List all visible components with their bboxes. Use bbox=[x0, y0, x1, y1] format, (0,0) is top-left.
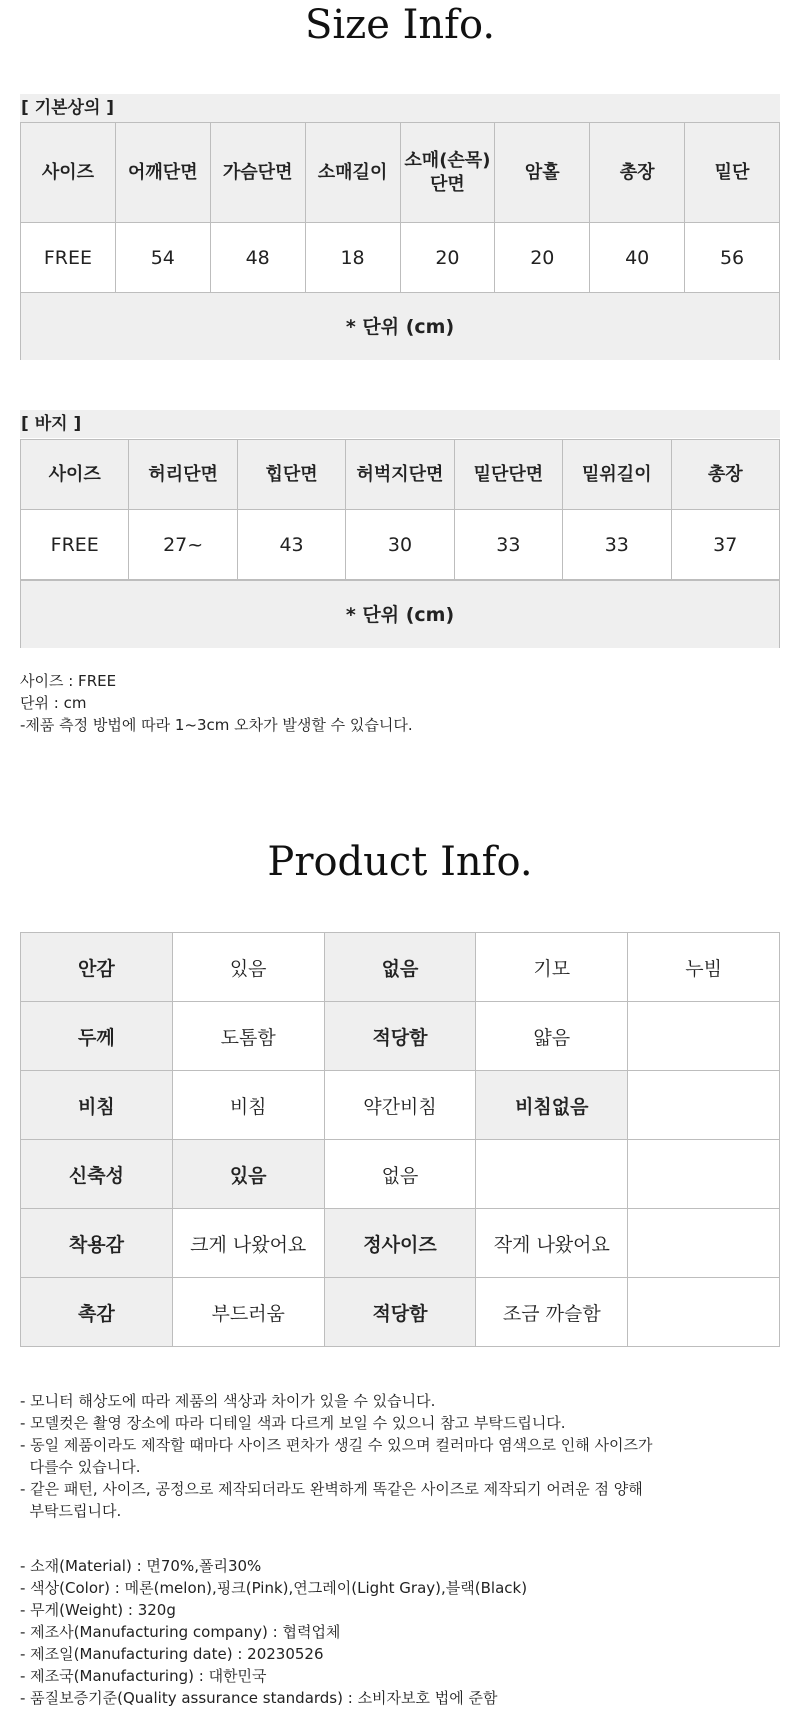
column-header: 암홀 bbox=[495, 123, 590, 223]
option-cell: 기모 bbox=[476, 933, 628, 1002]
option-cell: 작게 나왔어요 bbox=[476, 1209, 628, 1278]
table-row bbox=[21, 223, 780, 293]
unit-bar: * 단위 (cm) bbox=[20, 292, 780, 360]
column-header: 소매길이 bbox=[305, 123, 400, 223]
table-cell: 40 bbox=[590, 223, 685, 293]
note-line: -제품 측정 방법에 따라 1~3cm 오차가 발생할 수 있습니다. bbox=[20, 716, 413, 734]
column-header: 사이즈 bbox=[21, 440, 129, 510]
column-header: 가슴단면 bbox=[210, 123, 305, 223]
table-row bbox=[21, 1002, 780, 1071]
column-header: 힙단면 bbox=[237, 440, 345, 510]
table-row bbox=[21, 510, 780, 580]
option-cell bbox=[628, 1140, 780, 1209]
column-header: 밑단 bbox=[685, 123, 780, 223]
option-cell: 약간비침 bbox=[324, 1071, 476, 1140]
row-header: 촉감 bbox=[21, 1278, 173, 1347]
spec-line: - 품질보증기준(Quality assurance standards) : 소비자보호 법에 준함 bbox=[20, 1689, 498, 1707]
selected-option-cell: 비침없음 bbox=[476, 1071, 628, 1140]
table-cell: 56 bbox=[685, 223, 780, 293]
size-notes bbox=[20, 670, 413, 736]
option-cell bbox=[628, 1209, 780, 1278]
option-cell: 크게 나왔어요 bbox=[172, 1209, 324, 1278]
row-header: 신축성 bbox=[21, 1140, 173, 1209]
column-header: 허벅지단면 bbox=[346, 440, 454, 510]
option-cell: 얇음 bbox=[476, 1002, 628, 1071]
spec-line: - 소재(Material) : 면70%,폴리30% bbox=[20, 1557, 262, 1575]
row-header: 안감 bbox=[21, 933, 173, 1002]
table-cell: FREE bbox=[21, 223, 116, 293]
table-cell: 37 bbox=[671, 510, 779, 580]
table-cell: 48 bbox=[210, 223, 305, 293]
option-cell bbox=[628, 1278, 780, 1347]
table-cell: 54 bbox=[115, 223, 210, 293]
option-cell bbox=[628, 1002, 780, 1071]
header-row bbox=[21, 123, 780, 223]
product-notes bbox=[20, 1390, 653, 1522]
option-cell: 있음 bbox=[172, 933, 324, 1002]
unit-bar: * 단위 (cm) bbox=[20, 580, 780, 648]
pants-size-table bbox=[20, 439, 780, 580]
column-header: 밑단단면 bbox=[454, 440, 562, 510]
column-header: 밑위길이 bbox=[563, 440, 671, 510]
product-info-table bbox=[20, 932, 780, 1347]
table-row bbox=[21, 933, 780, 1002]
table-cell: 18 bbox=[305, 223, 400, 293]
pants-table-label: [ 바지 ] bbox=[20, 410, 780, 438]
note-line: - 모델컷은 촬영 장소에 따라 디테일 색과 다르게 보일 수 있으니 참고 부탁드립니다. bbox=[20, 1414, 566, 1432]
spec-line: - 제조사(Manufacturing company) : 협력업체 bbox=[20, 1623, 341, 1641]
table-cell: 20 bbox=[400, 223, 495, 293]
row-header: 두께 bbox=[21, 1002, 173, 1071]
table-cell: 33 bbox=[563, 510, 671, 580]
selected-option-cell: 없음 bbox=[324, 933, 476, 1002]
row-header: 착용감 bbox=[21, 1209, 173, 1278]
table-cell: FREE bbox=[21, 510, 129, 580]
spec-line: - 제조일(Manufacturing date) : 20230526 bbox=[20, 1645, 324, 1663]
product-specs bbox=[20, 1555, 527, 1709]
spec-line: - 색상(Color) : 메론(melon),핑크(Pink),연그레이(Light Gray),블랙(Black) bbox=[20, 1579, 528, 1597]
table-row bbox=[21, 1071, 780, 1140]
spec-line: - 제조국(Manufacturing) : 대한민국 bbox=[20, 1667, 267, 1685]
note-line: - 모니터 해상도에 따라 제품의 색상과 차이가 있을 수 있습니다. bbox=[20, 1392, 436, 1410]
option-cell bbox=[628, 1071, 780, 1140]
row-header: 비침 bbox=[21, 1071, 173, 1140]
selected-option-cell: 적당함 bbox=[324, 1278, 476, 1347]
column-header: 소매(손목) 단면 bbox=[400, 123, 495, 223]
selected-option-cell: 정사이즈 bbox=[324, 1209, 476, 1278]
note-line: - 동일 제품이라도 제작할 때마다 사이즈 편차가 생길 수 있으며 컬러마다 염색으로 인해 사이즈가 다를수 있습니다. bbox=[20, 1436, 653, 1476]
option-cell: 조금 까슬함 bbox=[476, 1278, 628, 1347]
column-header: 허리단면 bbox=[129, 440, 237, 510]
top-size-table bbox=[20, 122, 780, 293]
column-header: 총장 bbox=[671, 440, 779, 510]
option-cell: 누빔 bbox=[628, 933, 780, 1002]
note-line: - 같은 패턴, 사이즈, 공정으로 제작되더라도 완벽하게 똑같은 사이즈로 제작되기 어려운 점 양해 부탁드립니다. bbox=[20, 1480, 643, 1520]
selected-option-cell: 적당함 bbox=[324, 1002, 476, 1071]
product-info-title: Product Info. bbox=[267, 839, 533, 885]
header-row bbox=[21, 440, 780, 510]
column-header: 사이즈 bbox=[21, 123, 116, 223]
option-cell: 부드러움 bbox=[172, 1278, 324, 1347]
table-cell: 20 bbox=[495, 223, 590, 293]
table-cell: 33 bbox=[454, 510, 562, 580]
size-info-title: Size Info. bbox=[304, 2, 496, 48]
selected-option-cell: 있음 bbox=[172, 1140, 324, 1209]
table-cell: 30 bbox=[346, 510, 454, 580]
option-cell: 비침 bbox=[172, 1071, 324, 1140]
table-cell: 43 bbox=[237, 510, 345, 580]
table-row bbox=[21, 1278, 780, 1347]
column-header: 어깨단면 bbox=[115, 123, 210, 223]
note-line: 단위 : cm bbox=[20, 694, 87, 712]
column-header: 총장 bbox=[590, 123, 685, 223]
spec-line: - 무게(Weight) : 320g bbox=[20, 1601, 176, 1619]
option-cell: 도톰함 bbox=[172, 1002, 324, 1071]
top-table-label: [ 기본상의 ] bbox=[20, 94, 780, 122]
option-cell bbox=[476, 1140, 628, 1209]
note-line: 사이즈 : FREE bbox=[20, 672, 117, 690]
table-cell: 27~ bbox=[129, 510, 237, 580]
option-cell: 없음 bbox=[324, 1140, 476, 1209]
table-row bbox=[21, 1140, 780, 1209]
table-row bbox=[21, 1209, 780, 1278]
